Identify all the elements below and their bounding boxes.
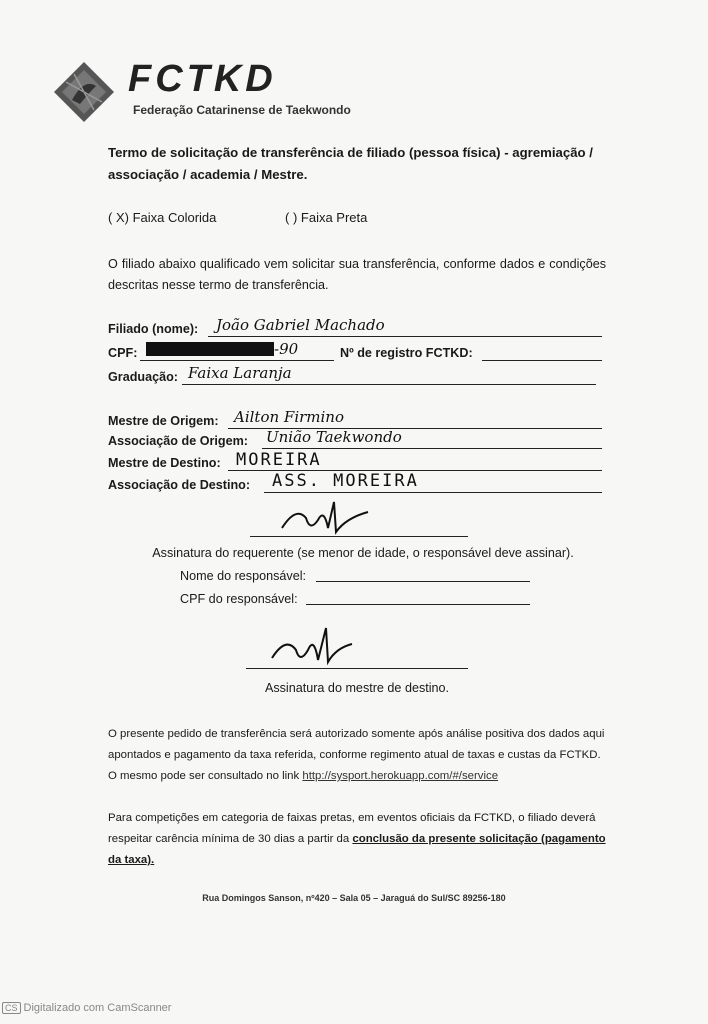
camscanner-watermark	[2, 1002, 171, 1014]
footer-address: Rua Domingos Sanson, nº420 – Sala 05 – Jaraguá do Sul/SC 89256-180	[202, 893, 506, 903]
cpf-input[interactable]: -90	[274, 340, 299, 358]
mestre-destino-input[interactable]: MOREIRA	[236, 450, 322, 470]
notice-authorization	[108, 724, 608, 787]
requester-signature-line[interactable]	[250, 536, 468, 537]
responsavel-cpf-line[interactable]	[306, 604, 530, 605]
responsavel-cpf-label: CPF do responsável:	[180, 592, 298, 606]
mestre-origem-label: Mestre de Origem:	[108, 414, 219, 428]
registro-line[interactable]	[482, 360, 602, 361]
service-link[interactable]: http://sysport.herokuapp.com/#/service	[302, 770, 499, 782]
form-title: Termo de solicitação de transferência de filiado (pessoa física) - agremiação / associação / academia / Mestre.	[108, 145, 593, 182]
notice-black-belt-emphasis: conclusão da presente solicitação (pagamento da taxa).	[108, 833, 606, 866]
assoc-destino-label: Associação de Destino:	[108, 478, 251, 492]
assoc-origem-input[interactable]: União Taekwondo	[266, 428, 402, 446]
requester-signature-icon	[276, 498, 376, 540]
fctkd-logo-icon	[52, 60, 116, 124]
master-signature-icon	[268, 626, 358, 670]
assoc-destino-input[interactable]: ASS. MOREIRA	[272, 471, 419, 491]
belt-black-label: Faixa Preta	[300, 210, 368, 225]
belt-black-checkbox[interactable]: ( )	[285, 210, 298, 225]
assoc-origem-label: Associação de Origem:	[108, 434, 248, 448]
intro-paragraph: O filiado abaixo qualificado vem solicitar sua transferência, conforme dados e condições descritas nesse termo de transferência.	[108, 257, 606, 292]
responsavel-name-line[interactable]	[316, 581, 530, 582]
assoc-origem-line	[262, 448, 602, 449]
mestre-origem-input[interactable]: Ailton Firmino	[234, 408, 345, 426]
cpf-line	[140, 360, 334, 361]
notice-authorization-text: O presente pedido de transferência será autorizado somente após análise positiva dos dados aqui apontados e pagamento da taxa referida, conforme regimento atual de taxas e custas da FCTKD. O mesmo pode ser consultado no link	[108, 728, 605, 782]
camscanner-icon: CS	[2, 1002, 21, 1014]
graduacao-input[interactable]: Faixa Laranja	[188, 364, 292, 382]
belt-option-colored[interactable]	[108, 210, 216, 225]
requester-signature-caption: Assinatura do requerente (se menor de idade, o responsável deve assinar).	[152, 546, 574, 560]
graduacao-line	[182, 384, 596, 385]
camscanner-text: Digitalizado com CamScanner	[23, 1002, 172, 1014]
belt-colored-checkbox[interactable]: ( X)	[108, 210, 129, 225]
cpf-redaction	[146, 342, 274, 356]
belt-option-black[interactable]	[285, 210, 367, 225]
notice-black-belt-text: Para competições em categoria de faixas pretas, em eventos oficiais da FCTKD, o filiado deverá respeitar carência mínima de 30 dias a partir da	[108, 812, 596, 845]
notice-black-belt	[108, 808, 608, 871]
master-signature-line[interactable]	[246, 668, 468, 669]
filiado-line	[208, 336, 602, 337]
mestre-destino-label: Mestre de Destino:	[108, 456, 221, 470]
filiado-input[interactable]: João Gabriel Machado	[216, 316, 385, 334]
org-logo-name: FCTKD	[128, 58, 277, 100]
master-signature-caption: Assinatura do mestre de destino.	[264, 681, 450, 695]
filiado-label: Filiado (nome):	[108, 322, 199, 336]
org-full-name: Federação Catarinense de Taekwondo	[133, 103, 351, 117]
assoc-destino-line	[264, 492, 602, 493]
graduacao-label: Graduação:	[108, 370, 178, 384]
registro-label: Nº de registro FCTKD:	[340, 346, 473, 360]
cpf-label: CPF:	[108, 346, 138, 360]
responsavel-name-label: Nome do responsável:	[180, 569, 307, 583]
belt-colored-label: Faixa Colorida	[132, 210, 217, 225]
